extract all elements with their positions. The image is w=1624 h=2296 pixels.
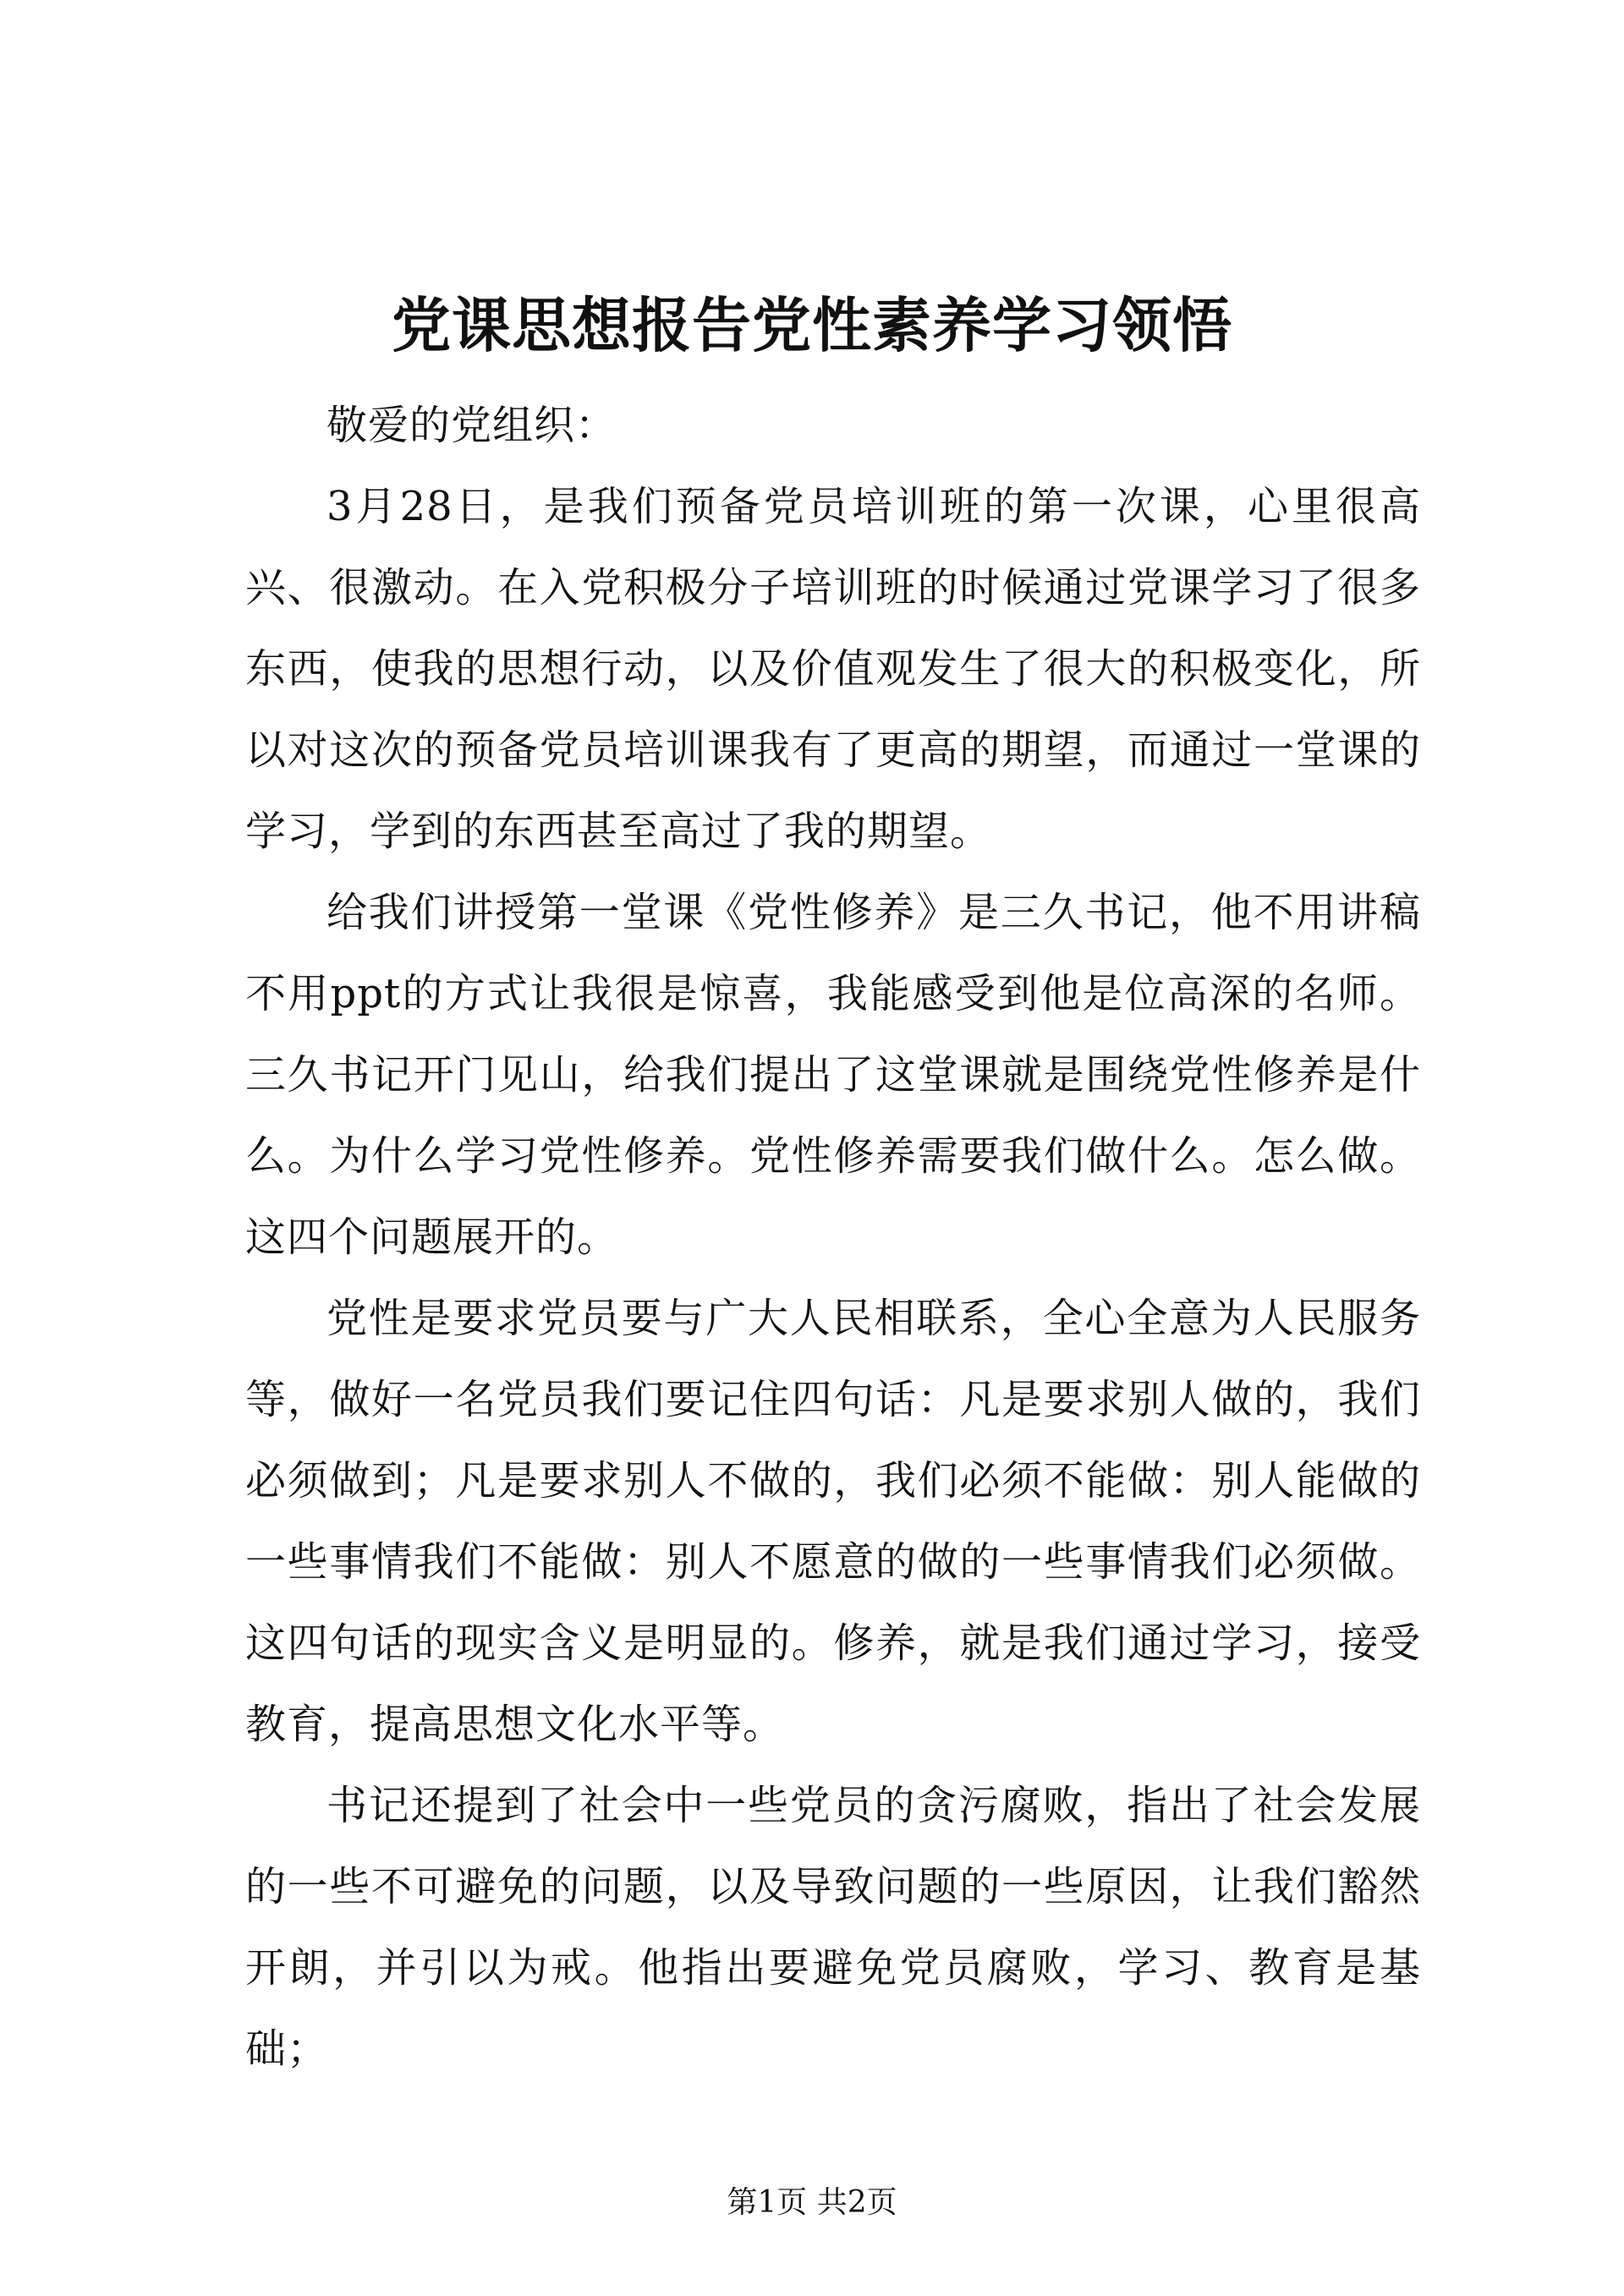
page-footer: 第1页 共2页 bbox=[727, 2185, 897, 2220]
document-title: 党课思想报告党性素养学习领悟 bbox=[392, 290, 1232, 360]
paragraph-2: 给我们讲授第一堂课《党性修养》是三久书记，他不用讲稿不用ppt的方式让我很是惊喜，我能感受到他是位高深的名师。三久书记开门见山，给我们提出了这堂课就是围绕党性修养是什么。为什么学习党性修养。党性修养需要我们做什么。怎么做。这四个问题展开的。 bbox=[245, 889, 1421, 1261]
paragraph-1: 3月28日，是我们预备党员培训班的第一次课，心里很高兴、很激动。在入党积极分子培训班的时候通过党课学习了很多东西，使我的思想行动，以及价值观发生了很大的积极变化，所以对这次的预备党员培训课我有了更高的期望，而通过一堂课的学习，学到的东西甚至高过了我的期望。 bbox=[245, 483, 1421, 855]
paragraph-3: 党性是要求党员要与广大人民相联系，全心全意为人民服务等，做好一名党员我们要记住四句话：凡是要求别人做的，我们必须做到；凡是要求别人不做的，我们必须不能做：别人能做的一些事情我们不能做：别人不愿意的做的一些事情我们必须做。这四句话的现实含义是明显的。修养，就是我们通过学习，接受教育，提高思想文化水平等。 bbox=[245, 1295, 1421, 1748]
document-body bbox=[245, 385, 1421, 2090]
paragraph-4: 书记还提到了社会中一些党员的贪污腐败，指出了社会发展的一些不可避免的问题，以及导致问题的一些原因，让我们豁然开朗，并引以为戒。他指出要避免党员腐败，学习、教育是基础； bbox=[245, 1782, 1421, 2073]
salutation: 敬爱的党组织： bbox=[326, 402, 617, 449]
